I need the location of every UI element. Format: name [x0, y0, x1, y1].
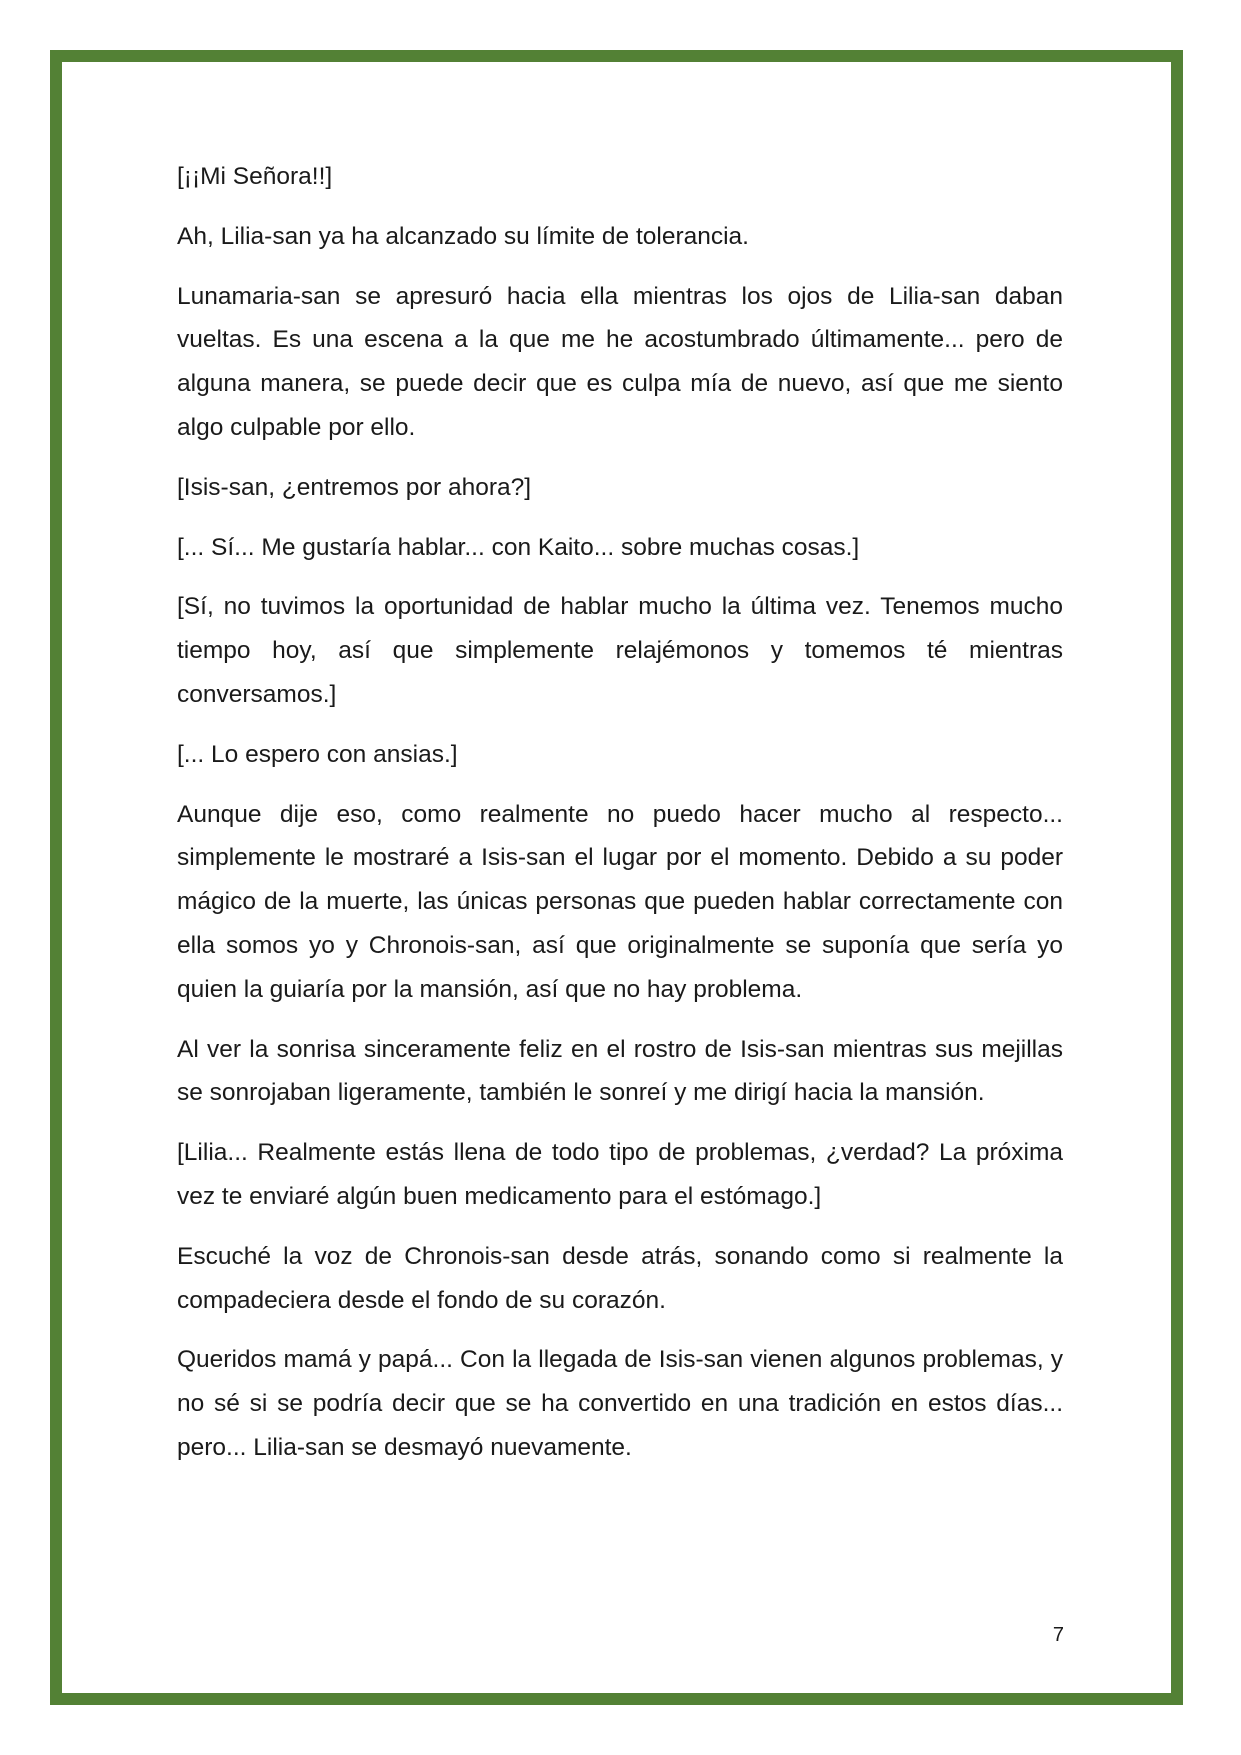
paragraph: [¡¡Mi Señora!!] — [177, 163, 333, 190]
paragraph: Queridos mamá y papá... Con la llegada de Isis-san vienen algunos problemas, y no sé si se podría decir que se ha convertido en una tradición en estos días... pero... Lilia-san se desmayó nuevamente. — [177, 1346, 1063, 1461]
document-body — [177, 155, 1063, 1486]
paragraph: Escuché la voz de Chronois-san desde atrás, sonando como si realmente la compadeciera desde el fondo de su corazón. — [177, 1242, 1063, 1314]
paragraph: [... Sí... Me gustaría hablar... con Kaito... sobre muchas cosas.] — [177, 533, 860, 561]
paragraph: [... Lo espero con ansias.] — [177, 740, 458, 768]
paragraph: Aunque dije eso, como realmente no puedo hacer mucho al respecto... simplemente le mostraré a Isis-san el lugar por el momento. Debido a su poder mágico de la muerte, las únicas personas que pueden hablar correctamente con ella somos yo y Chronois-san, así que originalmente se suponía que sería yo quien la guiaría por la mansión, así que no hay problema. — [177, 800, 1063, 1003]
paragraph: [Lilia... Realmente estás llena de todo tipo de problemas, ¿verdad? La próxima vez te enviaré algún buen medicamento para el estómago.] — [177, 1139, 1063, 1210]
paragraph: Lunamaria-san se apresuró hacia ella mientras los ojos de Lilia-san daban vueltas. Es una escena a la que me he acostumbrado últimamente... pero de alguna manera, se puede decir que es culpa mía de nuevo, así que me siento algo culpable por ello. — [177, 282, 1063, 441]
paragraph: [Sí, no tuvimos la oportunidad de hablar mucho la última vez. Tenemos mucho tiempo hoy, así que simplemente relajémonos y tomemos té mientras conversamos.] — [177, 593, 1063, 708]
paragraph: [Isis-san, ¿entremos por ahora?] — [177, 473, 532, 501]
page-number: 7 — [1052, 1624, 1064, 1646]
paragraph: Ah, Lilia-san ya ha alcanzado su límite de tolerancia. — [177, 222, 749, 250]
paragraph: Al ver la sonrisa sinceramente feliz en el rostro de Isis-san mientras sus mejillas se sonrojaban ligeramente, también le sonreí y me dirigí hacia la mansión. — [177, 1035, 1063, 1107]
